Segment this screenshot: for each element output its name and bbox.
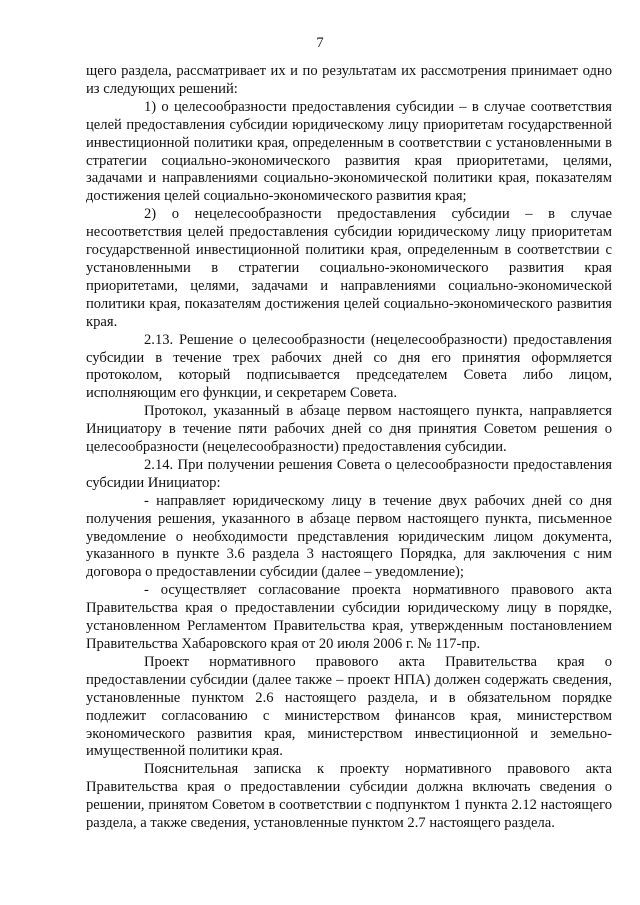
paragraph-2-13: 2.13. Решение о целесообразности (нецелесообразности) предоставления субсидии в течение трех рабочих дней со дня его принятия оформляется протоколом, который подписывается председателем Совета либо лицом, исполняющим его функции, и секретарем Совета. xyxy=(86,331,612,402)
paragraph-continuation: щего раздела, рассматривает их и по результатам их рассмотрения принимает одно из следующих решений: xyxy=(86,63,612,97)
paragraph-notification: - направляет юридическому лицу в течение двух рабочих дней со дня получения решения, указанного в абзаце первом настоящего пункта, письменное уведомление о необходимости представления юридическим лицом документа, указанного в пункте 3.6 раздела 3 настоящего Порядка, для заключения с ним договора о предоставлении субсидии (далее – уведомление); xyxy=(86,492,612,581)
paragraph-option-2: 2) о нецелесообразности предоставления субсидии – в случае несоответствия целей предоставления субсидии юридическому лицу приоритетам государственной инвестиционной политики края, определенным в соответствии с установленными в стратегии социально-экономического развития края приоритетами, целями, задачами и направлениями социально-экономической политики края, показателям достижения целей социально-экономического развития края. xyxy=(86,206,612,330)
paragraph-2-14: 2.14. При получении решения Совета о целесообразности предоставления субсидии Инициатор: xyxy=(86,456,612,491)
paragraph-explanatory-note: Пояснительная записка к проекту нормативного правового акта Правительства края о предоставлении субсидии должна включать сведения о решении, принятом Советом в соответствии с подпунктом 1 пункта 2.12 настоящего раздела, а также сведения, установленные пунктом 2.7 настоящего раздела. xyxy=(86,761,612,832)
paragraph-approval: - осуществляет согласование проекта нормативного правового акта Правительства края о предоставлении субсидии юридическому лицу в порядке, установленном Регламентом Правительства края, утвержденным постановлением Правительства Хабаровского края от 20 июля 2006 г. № 117-пр. xyxy=(86,582,612,652)
page-number: 7 xyxy=(316,35,324,51)
paragraph-draft-act: Проект нормативного правового акта Правительства края о предоставлении субсидии (далее также – проект НПА) должен содержать сведения, установленные пунктом 2.6 настоящего раздела, и в обязательном порядке подлежит согласованию с министерством финансов края, министерством экономического развития края, министерством инвестиционной и земельно-имущественной политики края. xyxy=(86,653,612,760)
paragraph-option-1: 1) о целесообразности предоставления субсидии – в случае соответствия целей предоставления субсидии юридическому лицу приоритетам государственной инвестиционной политики края, определенным в соответствии с установленными в стратегии социально-экономического развития края приоритетами, целями, задачами и направлениями социально-экономической политики края, показателям достижения целей социально-экономического развития края; xyxy=(86,98,612,205)
paragraph-protocol: Протокол, указанный в абзаце первом настоящего пункта, направляется Инициатору в течение пяти рабочих дней со дня принятия Советом решения о целесообразности (нецелесообразности) предоставления субсидии. xyxy=(86,403,612,456)
document-body xyxy=(86,63,612,833)
